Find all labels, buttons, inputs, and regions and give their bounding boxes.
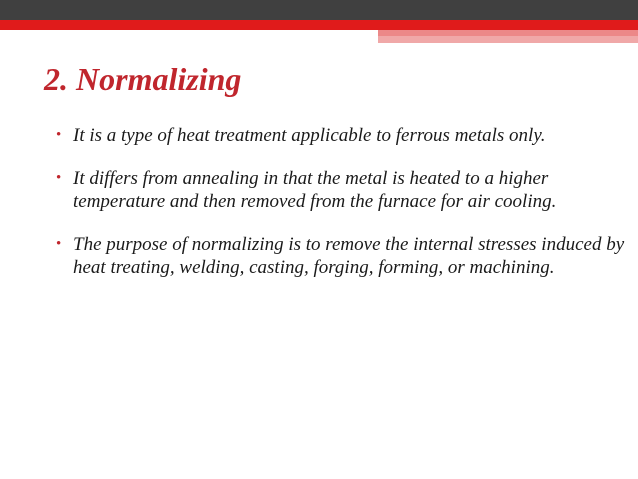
bullet-text: It differs from annealing in that the metal is heated to a higher temperature and then removed from the furnace for air cooling. [73,168,557,212]
bullet-item [56,167,626,213]
bullet-item [56,124,626,147]
bullet-list [56,124,626,299]
header-dark-bar [0,0,638,20]
bullet-item [56,233,626,279]
bullet-dot-icon: • [56,170,62,186]
bullet-dot-icon: • [56,236,62,252]
bullet-text: The purpose of normalizing is to remove the internal stresses induced by heat treating, welding, casting, forging, forming, or machining. [73,234,625,278]
header-accent-tab-shade [378,30,638,36]
slide-title: 2. Normalizing [44,61,242,97]
bullet-dot-icon: • [56,127,62,143]
header-red-bar [0,20,638,30]
bullet-text: It is a type of heat treatment applicable to ferrous metals only. [73,125,546,146]
